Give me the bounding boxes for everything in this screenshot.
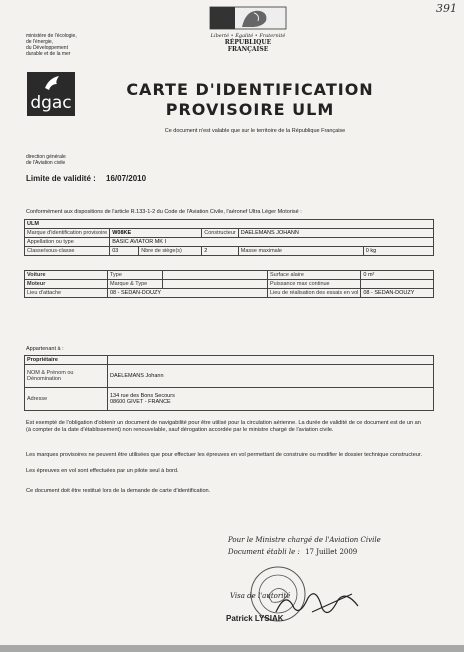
paragraph-return: Ce document doit être restitué lors de la demande de carte d'identification.	[26, 488, 211, 494]
ministry-line: de l'énergie,	[26, 39, 54, 45]
dgac-logo	[27, 72, 75, 116]
signature-visa: Visa de l'autorité	[230, 592, 291, 600]
classe-label: Classe/sous-classe	[25, 247, 110, 256]
marianne-icon	[208, 5, 288, 33]
page-number: 391	[436, 2, 457, 15]
conformity-text: Conformément aux dispositions de l'article R.133-1-2 du Code de l'Aviation Civile, l'aéronef Ultra Léger Motorisé :	[26, 209, 302, 215]
marque-label: Marque d'identification provisoire	[25, 229, 110, 238]
republic-motto: Liberté • Égalité • Fraternité	[210, 33, 286, 39]
voiture-label: Voiture	[25, 271, 108, 280]
marque-value: W08KE	[110, 229, 202, 238]
ministry-line: ministère de l'écologie,	[26, 33, 77, 39]
paragraph-marks: Les marques provisoires ne peuvent être utilisées que pour effectuer les épreuves en vol permettant de construire ou modifier le dossier technique constructeur.	[26, 452, 423, 458]
engine-table	[24, 270, 434, 298]
bottom-scan-bar	[0, 645, 464, 652]
constructeur-label: Constructeur	[202, 229, 239, 238]
signature-date	[228, 548, 357, 556]
type-label: Type	[108, 271, 163, 280]
appellation-label: Appellation ou type	[25, 238, 110, 247]
attache-value: 08 - SEDAN-DOUZY	[108, 289, 268, 298]
document-title-line2: PROVISOIRE ULM	[165, 100, 335, 119]
type-value	[163, 271, 268, 280]
direction-block	[26, 154, 116, 166]
ulm-table	[24, 219, 434, 256]
direction-line: direction générale	[26, 154, 66, 160]
document-title-line1: CARTE D'IDENTIFICATION	[126, 80, 374, 99]
direction-line: de l'Aviation civile	[26, 160, 66, 166]
constructeur-value: DAELEMANS JOHANN	[238, 229, 433, 238]
adresse-line1: 134 rue des Bons Secours	[110, 393, 175, 399]
republic-name: RÉPUBLIQUE FRANÇAISE	[224, 39, 272, 53]
owner-header: Propriétaire	[25, 356, 108, 365]
classe-value: 03	[110, 247, 139, 256]
validity-date: 16/07/2010	[106, 174, 147, 183]
marque-type-value	[163, 280, 268, 289]
ministry-block	[26, 33, 116, 57]
nom-label: NOM & Prénom ou Dénomination	[25, 365, 108, 388]
adresse-line2: 08600 GIVET - FRANCE	[110, 399, 171, 405]
ministry-line: du Développement	[26, 45, 68, 51]
marque-type-label: Marque & Type	[108, 280, 163, 289]
owner-table	[24, 355, 434, 411]
paragraph-exemption: Est exempté de l'obligation d'obtenir un document de navigabilité pour être utilisé pour la circulation aérienne. La durée de validité de ce document est de un an (à compter de la date d'établissement) non renouvelable, sauf dérogation accordée par le ministre chargé de l'aviation civile.	[26, 420, 421, 433]
puissance-value	[361, 280, 434, 289]
adresse-label: Adresse	[25, 388, 108, 411]
handwritten-signature-icon	[272, 586, 362, 622]
masse-value: 0 kg	[363, 247, 433, 256]
puissance-label: Puissance max continue	[268, 280, 361, 289]
adresse-value	[108, 388, 434, 411]
signature-date-value: 17 Juillet 2009	[305, 548, 358, 556]
nom-value: DAELEMANS Johann	[108, 365, 434, 388]
validity-territory-note: Ce document n'est valable que sur le territoire de la République Française	[164, 128, 346, 134]
moteur-label: Moteur	[25, 280, 108, 289]
dgac-logo-text: dgac	[30, 93, 72, 113]
appartenant-label: Appartenant à :	[26, 346, 64, 352]
owner-header-empty	[108, 356, 434, 365]
validity-limit	[26, 174, 146, 183]
signature-minister: Pour le Ministre chargé de l'Aviation Civile	[228, 536, 381, 544]
validity-label: Limite de validité :	[26, 174, 96, 183]
masse-label: Masse maximale	[238, 247, 363, 256]
surface-label: Surface alaire	[268, 271, 361, 280]
surface-value: 0 m²	[361, 271, 434, 280]
sieges-label: Nbre de siège(s)	[139, 247, 202, 256]
appellation-value: BASIC AVIATOR MK I	[110, 238, 434, 247]
ministry-line: durable et de la mer	[26, 51, 71, 57]
paragraph-pilot: Les épreuves en vol sont effectuées par un pilote seul à bord.	[26, 468, 179, 474]
signature-date-label: Document établi le :	[228, 548, 300, 556]
sieges-value: 2	[202, 247, 239, 256]
attache-label: Lieu d'attache	[25, 289, 108, 298]
essais-label: Lieu de réalisation des essais en vol	[268, 289, 361, 298]
dgac-bird-icon	[27, 72, 75, 94]
republic-logo	[206, 5, 290, 53]
essais-value: 08 - SEDAN-DOUZY	[361, 289, 434, 298]
signatory-name: Patrick LYSIAK	[226, 614, 284, 623]
ulm-header: ULM	[25, 220, 434, 229]
